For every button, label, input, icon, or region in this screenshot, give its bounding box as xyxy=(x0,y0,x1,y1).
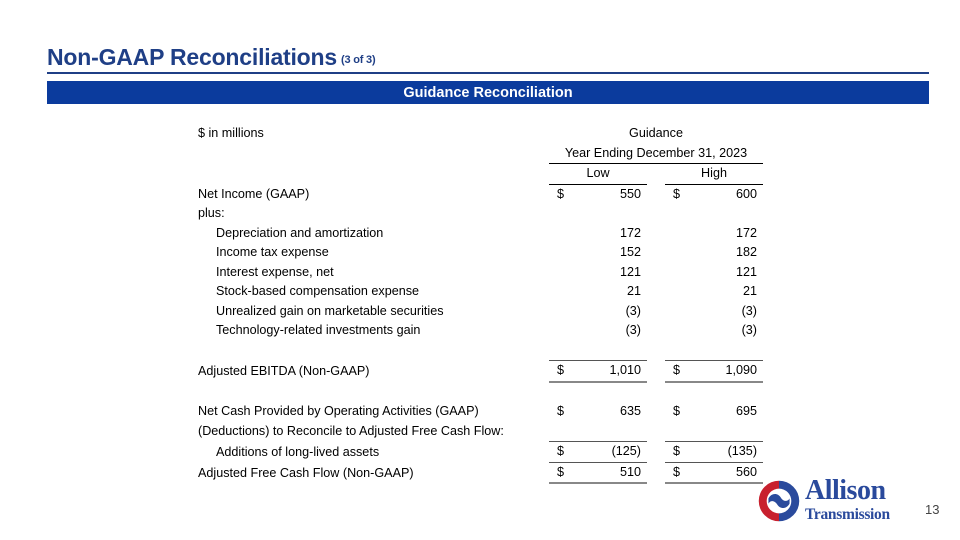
column-gap xyxy=(647,302,665,322)
column-gap xyxy=(647,243,665,263)
table-spacer-row xyxy=(198,382,763,403)
table-row xyxy=(198,224,763,244)
currency-symbol-low xyxy=(549,263,571,283)
currency-symbol-high: $ xyxy=(665,442,687,463)
table-header-units-row xyxy=(198,124,763,144)
currency-symbol-low: $ xyxy=(549,361,571,382)
value-high: (3) xyxy=(741,303,758,318)
currency-symbol-low: $ xyxy=(557,186,565,201)
page-title xyxy=(47,44,375,71)
column-gap xyxy=(647,282,665,302)
currency-symbol-high xyxy=(665,302,687,322)
value-low: (125) xyxy=(571,442,647,463)
table-row xyxy=(198,402,763,422)
table-row xyxy=(198,321,763,341)
value-high: 560 xyxy=(687,462,763,483)
currency-symbol-high xyxy=(665,224,687,244)
units-label: $ in millions xyxy=(198,126,264,140)
period-header: Year Ending December 31, 2023 xyxy=(549,144,763,164)
value-low: (3) xyxy=(625,303,641,318)
value-low: 121 xyxy=(619,264,641,279)
table-row xyxy=(198,302,763,322)
reconciliation-table-wrapper xyxy=(198,124,763,484)
column-gap xyxy=(647,224,665,244)
table-row xyxy=(198,282,763,302)
column-gap xyxy=(647,442,665,463)
value-low: 21 xyxy=(626,284,641,298)
table-header-columns-row xyxy=(198,164,763,185)
currency-symbol-high: $ xyxy=(665,462,687,483)
column-header-high: High xyxy=(665,164,763,185)
value-high xyxy=(687,204,763,224)
currency-symbol-low xyxy=(549,224,571,244)
table-row xyxy=(198,243,763,263)
row-label: Additions of long-lived assets xyxy=(216,444,380,459)
group-header-guidance: Guidance xyxy=(629,126,683,140)
column-gap xyxy=(647,402,665,422)
row-label: Depreciation and amortization xyxy=(216,225,384,240)
currency-symbol-high xyxy=(665,422,687,442)
currency-symbol-high xyxy=(665,321,687,341)
value-high: 182 xyxy=(736,245,758,259)
value-high: (135) xyxy=(687,442,763,463)
currency-symbol-low xyxy=(549,302,571,322)
value-high: 695 xyxy=(736,404,758,418)
value-low: 152 xyxy=(619,245,641,259)
page-number: 13 xyxy=(925,502,940,517)
value-low xyxy=(571,422,647,442)
currency-symbol-high xyxy=(665,282,687,302)
row-label: Interest expense, net xyxy=(216,264,334,279)
table-header-period-row xyxy=(198,144,763,164)
currency-symbol-low xyxy=(549,282,571,302)
value-high xyxy=(687,422,763,442)
row-label: Stock-based compensation expense xyxy=(216,284,420,298)
table-row xyxy=(198,204,763,224)
table-spacer-row xyxy=(198,341,763,361)
column-gap xyxy=(647,184,665,204)
value-high: 121 xyxy=(736,264,758,279)
value-low: 550 xyxy=(619,186,641,201)
value-low: 635 xyxy=(619,404,641,418)
title-divider xyxy=(47,72,929,74)
value-low xyxy=(571,204,647,224)
value-low: 510 xyxy=(571,462,647,483)
value-high: 21 xyxy=(743,284,758,298)
table-row xyxy=(198,361,763,382)
column-gap xyxy=(647,164,665,185)
currency-symbol-high xyxy=(665,263,687,283)
section-banner-label: Guidance Reconciliation xyxy=(403,84,573,101)
value-high: (3) xyxy=(741,323,758,337)
row-label: Income tax expense xyxy=(216,245,329,259)
table-row xyxy=(198,263,763,283)
row-label: Technology-related investments gain xyxy=(216,323,421,337)
currency-symbol-low: $ xyxy=(549,462,571,483)
table-row xyxy=(198,442,763,463)
currency-symbol-low xyxy=(549,204,571,224)
value-high: 172 xyxy=(736,225,758,240)
currency-symbol-low: $ xyxy=(557,404,565,418)
row-label: Adjusted Free Cash Flow (Non-GAAP) xyxy=(198,465,414,480)
currency-symbol-low xyxy=(549,243,571,263)
allison-swoosh-icon xyxy=(757,479,801,523)
row-label: (Deductions) to Reconcile to Adjusted Free Cash Flow: xyxy=(198,424,504,438)
logo-line-transmission: Transmission xyxy=(805,506,890,523)
logo-line-allison: Allison xyxy=(805,475,886,506)
column-gap xyxy=(647,462,665,483)
currency-symbol-high: $ xyxy=(673,404,681,418)
row-label: Adjusted EBITDA (Non-GAAP) xyxy=(198,364,370,378)
period-row-spacer xyxy=(198,144,549,164)
value-high: 600 xyxy=(736,186,758,201)
column-gap xyxy=(647,321,665,341)
value-low: 172 xyxy=(619,225,641,240)
section-banner xyxy=(47,81,929,104)
page-title-subcount: (3 of 3) xyxy=(340,54,376,66)
column-gap xyxy=(647,263,665,283)
columns-row-spacer xyxy=(198,164,549,185)
currency-symbol-low xyxy=(549,422,571,442)
column-gap xyxy=(647,422,665,442)
currency-symbol-high xyxy=(665,204,687,224)
table-row xyxy=(198,462,763,483)
row-label: Unrealized gain on marketable securities xyxy=(216,303,444,318)
currency-symbol-high: $ xyxy=(665,361,687,382)
currency-symbol-high xyxy=(665,243,687,263)
table-row xyxy=(198,184,763,204)
value-high: 1,090 xyxy=(687,361,763,382)
page-title-text: Non-GAAP Reconciliations xyxy=(47,44,337,70)
logo-wordmark xyxy=(805,477,925,523)
row-label: Net Income (GAAP) xyxy=(198,186,310,201)
column-header-low: Low xyxy=(549,164,647,185)
table-row xyxy=(198,422,763,442)
row-label: Net Cash Provided by Operating Activities (GAAP) xyxy=(198,404,479,418)
currency-symbol-high: $ xyxy=(673,186,681,201)
row-label: plus: xyxy=(198,206,225,220)
allison-transmission-logo xyxy=(757,477,922,525)
currency-symbol-low: $ xyxy=(549,442,571,463)
currency-symbol-low xyxy=(549,321,571,341)
value-low: (3) xyxy=(625,323,641,337)
column-gap xyxy=(647,361,665,382)
column-gap xyxy=(647,204,665,224)
value-low: 1,010 xyxy=(571,361,647,382)
guidance-reconciliation-table xyxy=(198,124,763,484)
